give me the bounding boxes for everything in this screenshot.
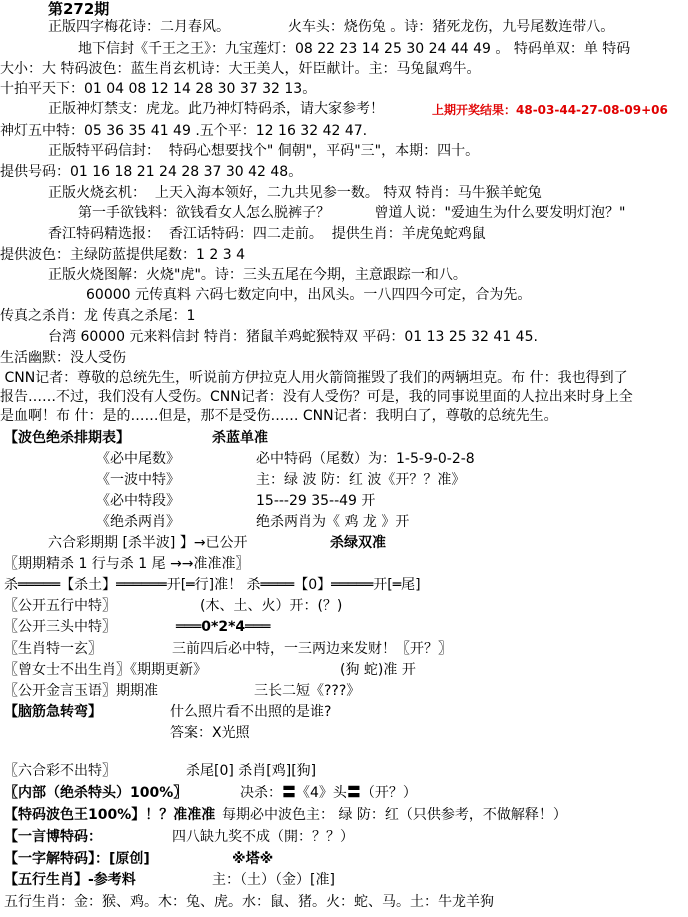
no-special-label: 〖六合彩不出特〗 (4, 763, 116, 779)
humor-title: 生活幽默：没人受伤 (0, 350, 126, 366)
half-wave-label: 六合彩期期 [杀半波] 】→已公开 (48, 535, 248, 551)
ten-numbers-line: 十拍平天下：01 04 08 12 14 28 30 37 32 13。 (0, 81, 317, 97)
lamp-ban-line: 正版神灯禁支：虎龙。此乃神灯特码杀，请大家参考！ (48, 101, 384, 117)
envelope-line: 地下信封《千王之王》：九宝莲灯：08 22 23 14 25 30 24 44 49 。 特码单双：单 特码 (78, 41, 631, 57)
must-tail-value: 必中特码（尾数）为：1-5-9-0-2-8 (256, 451, 475, 467)
kill-two-value: 绝杀两肖为《 鸡 龙 》开 (256, 514, 410, 530)
zodiac-mystery-value: 三前四后必中特，一三两边来发财！〖开？〗 (172, 641, 452, 657)
kill-two-label: 《绝杀两肖》 (96, 514, 180, 530)
kill-green-label: 杀绿双准 (330, 535, 386, 551)
one-char-label: 【一字解特码】：[原创] (4, 851, 150, 867)
one-wave-value: 主：绿 波 防：红 波《开？？准》 (256, 472, 466, 488)
five-zodiac-list: 五行生肖：金：猴、鸡。木：兔、虎。水：鼠、猪。火：蛇、马。土：牛龙羊狗 (4, 894, 494, 910)
wave-king-value: 每期必中波色主： 绿 防：红（只供参考，不做解释！） (222, 807, 567, 823)
three-heads-value: ═══0*2*4═══ (176, 619, 271, 635)
riddle-answer: 答案：X光照 (170, 725, 250, 741)
golden-words-value: 三长二短《???》 (254, 683, 361, 699)
one-char-value: ※塔※ (232, 851, 274, 867)
fax-line: 60000 元传真料 六码七数定向中，出风头。一八四四今可定，合为先。 (86, 287, 532, 303)
provided-numbers-line: 提供号码：01 16 18 21 24 28 37 30 42 48。 (0, 164, 303, 180)
last-result: 上期开奖结果：48-03-44-27-08-09+06 (432, 103, 668, 117)
fire-diagram-line: 正版火烧图解：火烧"虎"。诗：三头五尾在今期，主意跟踪一和八。 (48, 267, 467, 283)
fire-mystery-line: 正版火烧玄机： 上天入海本领好，二九共见参一数。 特双 特肖：马牛猴羊蛇兔 (48, 185, 542, 201)
special-envelope-line: 正版特平码信封： 特码心想要找个" 侗朝"，平码"三"，本期：四十。 (48, 143, 480, 159)
ms-zeng-label: 〖曾女士不出生肖〗《期期更新》 (4, 662, 207, 678)
must-tail-label: 《必中尾数》 (96, 451, 180, 467)
five-elements-value: (木、土、火）开：(？) (200, 598, 343, 614)
zodiac-mystery-label: 〖生肖特一玄〗 (4, 641, 102, 657)
riddle-label: 【脑筋急转弯】 (4, 704, 102, 720)
ms-zeng-value: (狗 蛇)准 开 (340, 662, 416, 678)
three-heads-label: 〖公开三头中特〗 (4, 619, 116, 635)
inside-kill-value: 决杀：〓《4》头〓（开？） (240, 785, 417, 801)
precise-kill-line: 〖期期精杀 1 行与杀 1 尾 →→准准准〗 (4, 556, 250, 572)
kill-blue-label: 杀蓝单准 (212, 430, 268, 446)
one-word-value: 四八缺九奖不成（開：？？） (172, 829, 354, 845)
wave-tail-line: 提供波色：主绿防蓝提供尾数：1 2 3 4 (0, 247, 245, 263)
one-word-label: 【一言博特码： (4, 829, 102, 845)
five-zodiac-value: 主：（土）（金）[准] (212, 872, 335, 888)
first-hand-line: 第一手欲钱料：欲钱看女人怎么脱裤子？ 曾道人说："爱迪生为什么要发明灯泡？" (78, 205, 626, 221)
must-segment-label: 《必中特段》 (96, 493, 180, 509)
one-wave-label: 《一波中特》 (96, 472, 180, 488)
wave-king-label: 【特码波色王100%】！？准准准 (4, 807, 216, 823)
taiwan-line: 台湾 60000 元来料信封 特肖：猪鼠羊鸡蛇猴特双 平码：01 13 25 32 41 45. (48, 329, 538, 345)
issue-number: 第272期 (48, 0, 110, 18)
golden-words-label: 〖公开金言玉语〗期期准 (4, 683, 158, 699)
humor-text-1: CNN记者：尊敬的总统先生，听说前方伊拉克人用火箭筒摧毁了我们的两辆坦克。布 什：我也得到了 (0, 370, 628, 386)
five-zodiac-label: 【五行生肖】-参考料 (4, 872, 136, 888)
hongkong-line: 香江特码精选报： 香江话特码：四二走前。 提供生肖：羊虎兔蛇鸡鼠 (48, 226, 486, 242)
no-special-value: 杀尾[0] 杀肖[鸡][狗] (186, 763, 317, 779)
five-elements-label: 〖公开五行中特〗 (4, 598, 116, 614)
humor-text-2: 报告……不过，我们没有人受伤。CNN记者：没有人受伤？可是，我的同事说里面的人拉出来时身上全 (0, 389, 633, 405)
lamp-five-line: 神灯五中特：05 36 35 41 49 .五个平：12 16 32 42 47. (0, 123, 368, 139)
size-wave-line: 大小：大 特码波色：蓝生肖玄机诗：大王美人，奸臣献计。主：马兔鼠鸡牛。 (0, 61, 481, 77)
wave-kill-table-title: 【波色绝杀排期表】 (4, 430, 130, 446)
plum-poem-line: 正版四字梅花诗：二月春风。 火车头：烧伤兔 。诗：猪死龙伤，九号尾数连带八。 (48, 19, 615, 35)
humor-text-3: 是血啊！布 什：是的……但是，那不是受伤…… CNN记者：我明白了，尊敬的总统先生。 (0, 408, 558, 424)
kill-earth-line: 杀═════【杀土】══════开[═行]准！ 杀════【0】═════开[═尾] (4, 577, 421, 593)
inside-kill-label: 〖内部（绝杀特头）100%〗 (4, 785, 188, 801)
fax-kill-line: 传真之杀肖：龙 传真之杀尾：1 (0, 308, 196, 324)
must-segment-value: 15---29 35--49 开 (256, 493, 376, 509)
riddle-question: 什么照片看不出照的是谁? (170, 704, 332, 720)
